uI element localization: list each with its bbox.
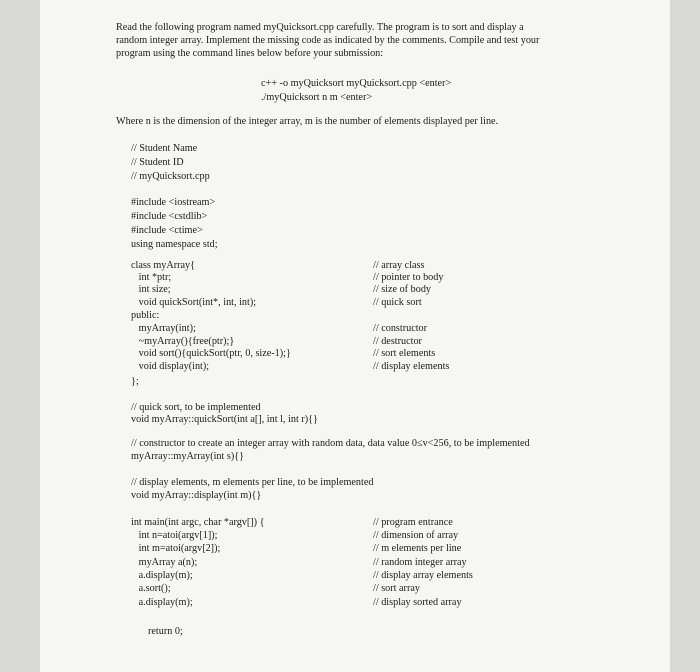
intro-line: random integer array. Implement the missing code as indicated by the comments. Compile and test your: [116, 35, 540, 46]
class-code: void display(int);: [131, 361, 210, 372]
intro-line: program using the command lines below before your submission:: [116, 48, 384, 59]
comment-student-id: // Student ID: [131, 157, 184, 168]
where-text: Where n is the dimension of the integer array, m is the number of elements displayed per line.: [116, 116, 499, 127]
impl-comment: // quick sort, to be implemented: [131, 402, 261, 413]
class-comment: // constructor: [373, 323, 428, 334]
main-comment: // m elements per line: [373, 543, 462, 554]
main-code: a.display(m);: [131, 597, 193, 608]
main-code: int m=atoi(argv[2]);: [131, 543, 221, 554]
include-cstdlib: #include <cstdlib>: [131, 211, 208, 222]
main-code: a.sort();: [131, 583, 171, 594]
include-iostream: #include <iostream>: [131, 197, 216, 208]
main-code: int n=atoi(argv[1]);: [131, 530, 218, 541]
comment-student-name: // Student Name: [131, 143, 198, 154]
class-code: int size;: [131, 284, 171, 295]
impl-code: myArray::myArray(int s){}: [131, 451, 245, 462]
main-code: a.display(m);: [131, 570, 193, 581]
class-code: };: [131, 376, 139, 387]
class-comment: // display elements: [373, 361, 450, 372]
main-comment: // sort array: [373, 583, 420, 594]
class-comment: // array class: [373, 260, 425, 271]
main-comment: // display sorted array: [373, 597, 462, 608]
main-code: int main(int argc, char *argv[]) {: [131, 517, 265, 528]
include-ctime: #include <ctime>: [131, 225, 203, 236]
comment-filename: // myQuicksort.cpp: [131, 171, 210, 182]
impl-code: void myArray::display(int m){}: [131, 490, 262, 501]
main-comment: // random integer array: [373, 557, 467, 568]
class-comment: // size of body: [373, 284, 432, 295]
class-code: ~myArray(){free(ptr);}: [131, 336, 235, 347]
using-namespace: using namespace std;: [131, 239, 218, 250]
class-code: class myArray{: [131, 260, 196, 271]
main-comment: // program entrance: [373, 517, 453, 528]
class-code: void quickSort(int*, int, int);: [131, 297, 257, 308]
class-code: myArray(int);: [131, 323, 196, 334]
command-run: ./myQuicksort n m <enter>: [261, 92, 373, 103]
class-code: public:: [131, 310, 160, 321]
class-comment: // pointer to body: [373, 272, 444, 283]
document-page: [40, 0, 670, 672]
main-code: myArray a(n);: [131, 557, 198, 568]
command-compile: c++ -o myQuicksort myQuicksort.cpp <enter>: [261, 78, 452, 89]
impl-comment: // display elements, m elements per line, to be implemented: [131, 477, 374, 488]
class-code: int *ptr;: [131, 272, 172, 283]
class-comment: // destructor: [373, 336, 422, 347]
intro-line: Read the following program named myQuicksort.cpp carefully. The program is to sort and display a: [116, 22, 524, 33]
class-comment: // quick sort: [373, 297, 422, 308]
impl-comment: // constructor to create an integer array with random data, data value 0≤v<256, to be implemented: [131, 438, 530, 449]
class-comment: // sort elements: [373, 348, 436, 359]
main-comment: // display array elements: [373, 570, 473, 581]
intro-paragraph: [116, 22, 641, 60]
return-statement: return 0;: [148, 626, 183, 637]
class-code: void sort(){quickSort(ptr, 0, size-1);}: [131, 348, 291, 359]
impl-code: void myArray::quickSort(int a[], int l, int r){}: [131, 414, 318, 425]
main-comment: // dimension of array: [373, 530, 459, 541]
